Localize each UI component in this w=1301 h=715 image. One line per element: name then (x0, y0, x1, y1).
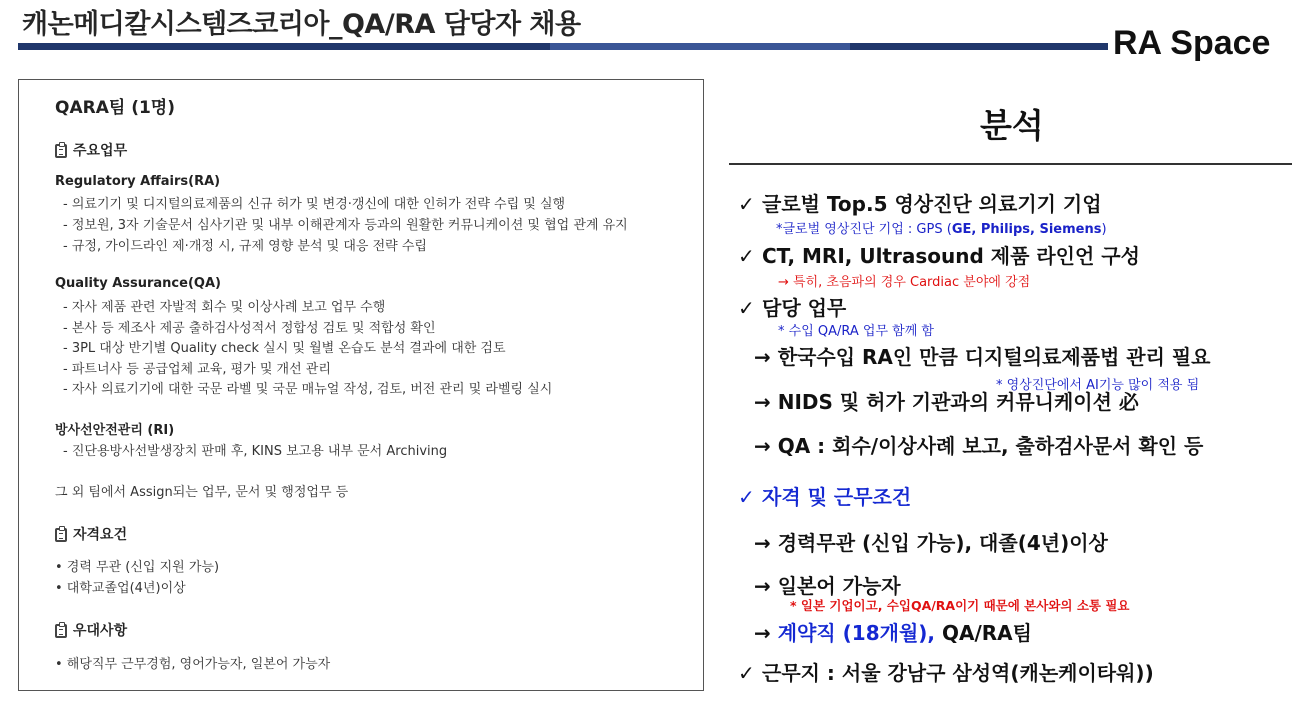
other-duties: 그 외 팀에서 Assign되는 업무, 문서 및 행정업무 등 (55, 485, 349, 500)
job-posting-panel (18, 79, 704, 691)
check-icon: ✓ (738, 296, 755, 320)
clipboard-icon (55, 144, 67, 158)
arrow-icon: → (754, 574, 771, 598)
page-title: 캐논메디칼시스템즈코리아_QA/RA 담당자 채용 (22, 9, 581, 40)
ra-heading: Regulatory Affairs(RA) (55, 174, 221, 189)
preferred-section-heading (55, 620, 127, 640)
ri-item: - 진단용방사선발생장치 판매 후, KINS 보고용 내부 문서 Archiving (63, 444, 448, 459)
ri-heading: 방사선안전관리 (RI) (55, 423, 175, 438)
preferred-heading-label: 우대사항 (73, 623, 128, 639)
point-3-sub-2-text: NIDS 및 허가 기관과의 커뮤니케이션 必 (777, 390, 1139, 414)
arrow-icon: → (754, 390, 771, 414)
arrow-icon: → (754, 531, 771, 555)
analysis-point-3 (738, 292, 846, 321)
analysis-point-1 (738, 188, 1102, 217)
qa-item: - 3PL 대상 반기별 Quality check 실시 및 월별 온습도 분석 결과에 대한 검토 (63, 341, 506, 356)
qa-heading: Quality Assurance(QA) (55, 276, 221, 291)
point-3-sub-3 (754, 430, 1203, 459)
check-icon: ✓ (738, 192, 755, 216)
ra-item: - 규정, 가이드라인 제·개정 시, 규제 영향 분석 및 대응 전략 수립 (63, 239, 427, 254)
point-3-sub-1 (754, 341, 1211, 370)
qa-item: - 자사 제품 관련 자발적 회수 및 이상사례 보고 업무 수행 (63, 300, 386, 315)
duties-section-heading (55, 140, 127, 160)
qualification-item: • 대학교졸업(4년)이상 (55, 581, 186, 596)
title-underline-accent (550, 43, 850, 50)
analysis-divider (729, 163, 1292, 165)
ra-item: - 정보원, 3자 기술문서 심사기관 및 내부 이해관계자 등과의 원활한 커뮤니케이션 및 협업 관계 유지 (63, 218, 628, 233)
qa-item: - 파트너사 등 공급업체 교육, 평가 및 개선 관리 (63, 362, 331, 377)
point-1-note (776, 218, 1107, 237)
ra-item: - 의료기기 및 디지털의료제품의 신규 허가 및 변경·갱신에 대한 인허가 전략 수립 및 실행 (63, 197, 566, 212)
point-4-sub-1-text: 경력무관 (신입 가능), 대졸(4년)이상 (777, 531, 1108, 555)
point-4-sub-2-note: * 일본 기업이고, 수입QA/RA이기 때문에 본사와의 소통 필요 (790, 598, 1130, 613)
point-1-text: 글로벌 Top.5 영상진단 의료기기 기업 (762, 192, 1102, 216)
point-3-sub-1-text: 한국수입 RA인 만큼 디지털의료제품법 관리 필요 (777, 345, 1211, 369)
analysis-point-4 (738, 481, 911, 510)
clipboard-icon (55, 528, 67, 542)
point-4-sub-2 (754, 570, 901, 599)
point-3-text: 담당 업무 (762, 296, 847, 320)
check-icon: ✓ (738, 661, 755, 685)
arrow-icon: → (754, 621, 771, 645)
arrow-icon: → (754, 434, 771, 458)
preferred-item: • 해당직무 근무경험, 영어가능자, 일본어 가능자 (55, 657, 331, 672)
team-heading: QARA팀 (1명) (55, 98, 175, 118)
check-icon: ✓ (738, 244, 755, 268)
point-1-note-suffix: ) (1101, 222, 1107, 237)
point-1-note-prefix: *글로벌 영상진단 기업 : GPS ( (776, 222, 952, 237)
qualifications-section-heading (55, 524, 127, 544)
team-name: QA/RA팀 (935, 621, 1032, 645)
point-3-sub-2 (754, 386, 1139, 415)
qa-item: - 본사 등 제조사 제공 출하검사성적서 정합성 검토 및 적합성 확인 (63, 321, 436, 336)
analysis-point-2 (738, 240, 1140, 269)
qualifications-heading-label: 자격요건 (73, 527, 128, 543)
point-5-text: 근무지 : 서울 강남구 삼성역(캐논케이타워)) (762, 661, 1154, 685)
duties-heading-label: 주요업무 (73, 143, 128, 159)
arrow-icon: → (754, 345, 771, 369)
point-4-sub-1 (754, 527, 1108, 556)
point-2-note: → 특히, 초음파의 경우 Cardiac 분야에 강점 (778, 275, 1031, 290)
point-3-sub-1-note: * 영상진단에서 AI기능 많이 적용 됨 (996, 378, 1200, 393)
point-1-note-companies: GE, Philips, Siemens (951, 222, 1102, 237)
contract-term: 계약직 (18개월), (777, 621, 936, 645)
point-3-note: * 수입 QA/RA 업무 함께 함 (778, 324, 934, 339)
analysis-title: 분석 (980, 106, 1044, 145)
qa-item: - 자사 의료기기에 대한 국문 라벨 및 국문 매뉴얼 작성, 검토, 버전 관리 및 라벨링 실시 (63, 382, 553, 397)
point-3-sub-3-text: QA : 회수/이상사례 보고, 출하검사문서 확인 등 (777, 434, 1204, 458)
point-4-sub-3 (754, 617, 1032, 646)
qualification-item: • 경력 무관 (신입 지원 가능) (55, 560, 220, 575)
brand-logo-text: RA Space (1113, 24, 1271, 62)
analysis-point-5 (738, 657, 1154, 686)
check-icon: ✓ (738, 485, 755, 509)
point-4-sub-2-text: 일본어 가능자 (777, 574, 901, 598)
point-2-text: CT, MRI, Ultrasound 제품 라인언 구성 (762, 244, 1140, 268)
clipboard-icon (55, 624, 67, 638)
point-4-text: 자격 및 근무조건 (762, 485, 912, 509)
